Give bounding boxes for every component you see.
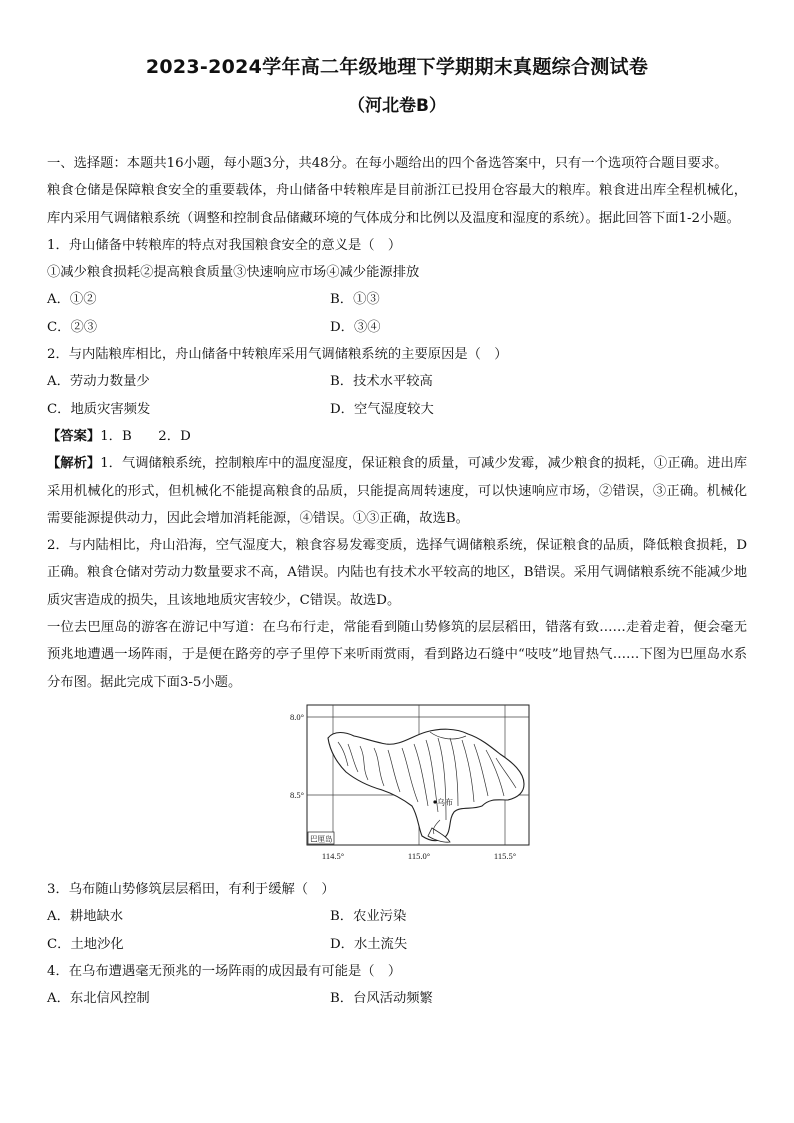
question-4-stem: 4．在乌布遭遇毫无预兆的一场阵雨的成因最有可能是（ ）	[47, 963, 402, 979]
lon-label-115-0: 115.0°	[407, 850, 431, 861]
question-3-options-row-2	[47, 931, 747, 958]
question-2-options-row-2	[47, 396, 747, 423]
question-1-option-b[interactable]: B．①③	[330, 292, 380, 308]
question-3-option-d[interactable]: D．水土流失	[330, 936, 408, 952]
question-1-options-row-1	[47, 286, 747, 313]
question-1-items: ①减少粮食损耗②提高粮食质量③快速响应市场④减少能源排放	[47, 265, 420, 281]
question-3-option-a[interactable]: A．耕地缺水	[47, 909, 124, 925]
question-1-options-row-2	[47, 314, 747, 341]
question-4-options-row-1	[47, 985, 747, 1012]
lon-label-115-5: 115.5°	[493, 850, 517, 861]
bali-map-figure	[47, 702, 747, 872]
ubud-label: 乌布	[437, 797, 453, 807]
answer-text: 1．B 2．D	[100, 428, 191, 444]
question-2-stem: 2．与内陆粮库相比，舟山储备中转粮库采用气调储粮系统的主要原因是（ ）	[47, 347, 508, 363]
bali-river-map	[262, 702, 532, 872]
question-3-options-row-1	[47, 903, 747, 930]
question-3-option-c[interactable]: C．土地沙化	[47, 936, 124, 952]
question-3-option-b[interactable]: B．农业污染	[330, 909, 407, 925]
question-4-option-a[interactable]: A．东北信风控制	[47, 991, 150, 1007]
question-1-stem: 1．舟山储备中转粮库的特点对我国粮食安全的意义是（ ）	[47, 237, 402, 253]
answer-label: 【答案】	[47, 428, 101, 444]
analysis-paragraph-1	[47, 450, 747, 532]
exam-title: 2023-2024学年高二年级地理下学期期末真题综合测试卷	[145, 56, 649, 78]
question-2-option-b[interactable]: B．技术水平较高	[330, 374, 433, 390]
analysis-label: 【解析】	[47, 456, 101, 472]
question-3-stem: 3．乌布随山势修筑层层稻田，有利于缓解（ ）	[47, 881, 335, 897]
lat-label-8-5: 8.5°	[289, 789, 304, 800]
question-1-option-c[interactable]: C．②③	[47, 319, 98, 335]
question-1-option-a[interactable]: A．①②	[47, 292, 97, 308]
question-2-option-c[interactable]: C．地质灾害频发	[47, 401, 151, 417]
question-4-option-b[interactable]: B．台风活动频繁	[330, 991, 433, 1007]
section-intro: 一、选择题：本题共16小题，每小题3分，共48分。在每小题给出的四个备选答案中，只有一个选项符合题目要求。	[47, 156, 728, 171]
lon-label-114-5: 114.5°	[321, 850, 345, 861]
analysis-paragraph-2: 2．与内陆相比，舟山沿海，空气湿度大，粮食容易发霉变质，选择气调储粮系统，保证粮食的品质，降低粮食损耗，D正确。粮食仓储对劳动力数量要求不高，A错误。内陆也有技术水平较高的地区，B错误。采用气调储粮系统不能减少地质灾害造成的损失，且该地地质灾害较少，C错误。故选D。	[47, 538, 747, 608]
passage-1: 粮食仓储是保障粮食安全的重要载体，舟山储备中转粮库是目前浙江已投用仓容最大的粮库。粮食进出库全程机械化，库内采用气调储粮系统（调整和控制食品储藏环境的气体成分和比例以及温度和湿度的系统）。据此回答下面1-2小题。	[47, 183, 747, 226]
answer-line	[47, 423, 747, 450]
exam-content	[47, 150, 747, 1012]
question-2-option-d[interactable]: D．空气湿度较大	[330, 401, 434, 417]
lat-label-8-0: 8.0°	[289, 711, 304, 722]
question-2-option-a[interactable]: A．劳动力数量少	[47, 374, 150, 390]
passage-2: 一位去巴厘岛的游客在游记中写道：在乌布行走，常能看到随山势修筑的层层稻田，错落有致……走着走着，便会毫无预兆地遭遇一场阵雨，于是便在路旁的亭子里停下来听雨赏雨，看到路边石缝中“吱吱”地冒热气……下图为巴厘岛水系分布图。据此完成下面3-5小题。	[47, 620, 747, 690]
island-label: 巴厘岛	[310, 834, 333, 844]
bali-island-outline	[328, 729, 524, 840]
question-2-options-row-1	[47, 368, 747, 395]
question-1-option-d[interactable]: D．③④	[330, 319, 381, 335]
exam-subtitle: （河北卷B）	[348, 96, 446, 116]
analysis-text-1: 1．气调储粮系统，控制粮库中的温度湿度，保证粮食的质量，可减少发霉，减少粮食的损耗，①正确。进出库采用机械化的形式，但机械化不能提高粮食的品质，只能提高周转速度，可以快速响应市场，②错误，③正确。机械化需要能源提供动力，因此会增加消耗能源，④错误。①③正确，故选B。	[47, 456, 747, 526]
